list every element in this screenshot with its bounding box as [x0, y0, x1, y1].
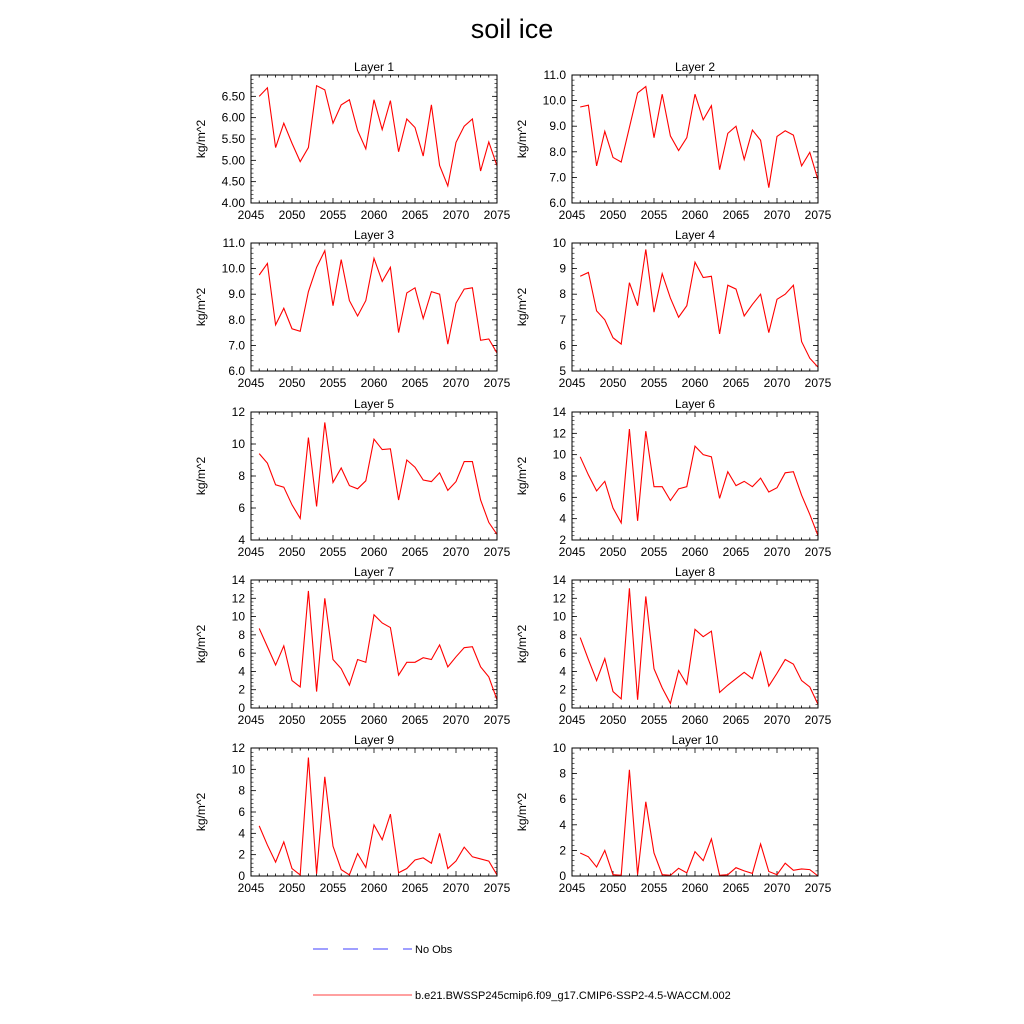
- chart-panel-3: [194, 228, 511, 390]
- y-tick-label: 8: [238, 627, 245, 642]
- y-tick-label: 6.0: [549, 196, 566, 210]
- x-tick-label: 2075: [804, 208, 832, 222]
- y-tick-label: 8: [559, 766, 566, 781]
- x-tick-label: 2055: [319, 881, 347, 895]
- y-tick-label: 4: [238, 533, 245, 547]
- chart-panel-1: [194, 60, 511, 222]
- x-tick-label: 2060: [681, 208, 709, 222]
- panel-title: Layer 9: [353, 733, 395, 747]
- y-tick-label: 0: [559, 701, 566, 715]
- x-tick-label: 2070: [442, 376, 470, 390]
- y-tick-label: 12: [552, 591, 566, 606]
- y-axis-label: kg/m^2: [194, 792, 208, 832]
- x-tick-label: 2070: [763, 881, 791, 895]
- series-line: [259, 591, 497, 700]
- y-axis-label: kg/m^2: [515, 456, 529, 496]
- plot-frame: [572, 580, 818, 708]
- panel-title: Layer 1: [353, 60, 395, 74]
- x-tick-label: 2050: [278, 208, 306, 222]
- y-tick-label: 14: [552, 405, 566, 419]
- series-line: [259, 86, 497, 186]
- y-tick-label: 0: [238, 701, 245, 715]
- x-tick-label: 2045: [558, 545, 586, 559]
- x-tick-label: 2050: [278, 545, 306, 559]
- figure-title: soil ice: [470, 14, 554, 44]
- x-tick-label: 2050: [599, 881, 627, 895]
- x-tick-label: 2055: [640, 376, 668, 390]
- x-tick-label: 2055: [319, 713, 347, 727]
- y-tick-label: 11.0: [543, 68, 566, 82]
- x-tick-label: 2045: [237, 376, 265, 390]
- x-tick-label: 2050: [599, 545, 627, 559]
- y-axis-label: kg/m^2: [515, 792, 529, 832]
- y-tick-label: 4: [559, 511, 566, 526]
- y-axis-label: kg/m^2: [194, 624, 208, 664]
- plot-frame: [572, 748, 818, 876]
- y-tick-label: 6: [238, 805, 245, 819]
- x-tick-label: 2070: [763, 713, 791, 727]
- y-tick-label: 7.0: [228, 338, 245, 353]
- y-tick-label: 14: [552, 573, 566, 587]
- y-tick-label: 10: [552, 447, 566, 462]
- y-tick-label: 8.0: [549, 144, 566, 159]
- y-tick-label: 4: [559, 817, 566, 832]
- y-tick-label: 6: [238, 646, 245, 661]
- x-tick-label: 2045: [558, 713, 586, 727]
- y-tick-label: 4: [559, 664, 566, 679]
- y-axis-label: kg/m^2: [194, 119, 208, 159]
- y-tick-label: 4: [238, 826, 245, 841]
- y-tick-label: 8: [238, 783, 245, 798]
- x-tick-label: 2075: [483, 545, 511, 559]
- plot-frame: [251, 243, 497, 371]
- x-tick-label: 2070: [763, 376, 791, 390]
- x-tick-label: 2065: [722, 208, 750, 222]
- x-tick-label: 2060: [360, 881, 388, 895]
- y-tick-label: 12: [231, 591, 245, 606]
- chart-panel-4: [515, 228, 832, 390]
- legend-no-obs-label: No Obs: [415, 944, 453, 956]
- y-tick-label: 10.0: [221, 261, 245, 276]
- y-tick-label: 10.0: [542, 93, 566, 108]
- x-tick-label: 2055: [640, 545, 668, 559]
- x-tick-label: 2055: [640, 881, 668, 895]
- chart-panel-5: [194, 397, 511, 559]
- y-tick-label: 12: [552, 426, 566, 441]
- y-tick-label: 8.0: [228, 312, 245, 327]
- x-tick-label: 2065: [722, 881, 750, 895]
- y-tick-label: 6: [559, 792, 566, 807]
- y-tick-label: 9: [559, 261, 566, 276]
- y-tick-label: 9.0: [549, 119, 566, 134]
- y-tick-label: 4.50: [221, 174, 245, 189]
- y-tick-label: 2: [559, 682, 566, 697]
- panel-title: Layer 2: [674, 60, 716, 74]
- y-tick-label: 10: [552, 609, 566, 624]
- chart-panel-10: [515, 733, 832, 895]
- x-tick-label: 2045: [237, 208, 265, 222]
- y-axis-label: kg/m^2: [515, 624, 529, 664]
- y-axis-label: kg/m^2: [515, 287, 529, 327]
- x-tick-label: 2045: [558, 208, 586, 222]
- x-tick-label: 2045: [558, 881, 586, 895]
- plot-frame: [251, 75, 497, 203]
- x-tick-label: 2075: [804, 376, 832, 390]
- y-axis-label: kg/m^2: [515, 119, 529, 159]
- x-tick-label: 2075: [804, 545, 832, 559]
- x-tick-label: 2045: [237, 713, 265, 727]
- series-line: [580, 770, 818, 876]
- x-tick-label: 2070: [763, 208, 791, 222]
- panel-title: Layer 6: [674, 397, 716, 411]
- y-tick-label: 8: [559, 627, 566, 642]
- y-tick-label: 8: [238, 469, 245, 483]
- series-line: [580, 588, 818, 704]
- y-tick-label: 9.0: [228, 287, 245, 302]
- y-tick-label: 6.50: [221, 89, 245, 104]
- panel-title: Layer 8: [674, 565, 716, 579]
- x-tick-label: 2070: [442, 545, 470, 559]
- chart-panel-7: [194, 565, 511, 727]
- y-tick-label: 4.00: [221, 196, 245, 210]
- x-tick-label: 2050: [278, 376, 306, 390]
- y-tick-label: 6: [238, 501, 245, 515]
- x-tick-label: 2065: [401, 208, 429, 222]
- x-tick-label: 2075: [483, 376, 511, 390]
- series-line: [259, 758, 497, 875]
- x-tick-label: 2065: [722, 713, 750, 727]
- plot-frame: [251, 580, 497, 708]
- legend-series-label: b.e21.BWSSP245cmip6.f09_g17.CMIP6-SSP2-4.5-WACCM.002: [415, 990, 731, 1002]
- x-tick-label: 2075: [483, 208, 511, 222]
- y-tick-label: 10: [231, 762, 245, 777]
- series-line: [259, 251, 497, 353]
- y-tick-label: 5.00: [221, 153, 245, 168]
- y-tick-label: 12: [231, 741, 245, 755]
- x-tick-label: 2060: [681, 713, 709, 727]
- y-tick-label: 10: [552, 741, 566, 755]
- y-tick-label: 8: [559, 469, 566, 483]
- x-tick-label: 2055: [640, 713, 668, 727]
- x-tick-label: 2060: [681, 545, 709, 559]
- x-tick-label: 2065: [401, 881, 429, 895]
- x-tick-label: 2075: [804, 713, 832, 727]
- y-tick-label: 10: [552, 236, 566, 250]
- x-tick-label: 2060: [681, 376, 709, 390]
- panel-title: Layer 10: [671, 733, 719, 747]
- y-tick-label: 6.0: [228, 364, 245, 378]
- y-tick-label: 5: [559, 364, 566, 378]
- y-tick-label: 2: [559, 843, 566, 858]
- x-tick-label: 2070: [763, 545, 791, 559]
- y-tick-label: 7: [559, 312, 566, 327]
- x-tick-label: 2060: [360, 713, 388, 727]
- y-tick-label: 10: [231, 609, 245, 624]
- y-tick-label: 5.50: [221, 132, 245, 146]
- x-tick-label: 2060: [360, 208, 388, 222]
- y-tick-label: 6: [559, 490, 566, 505]
- y-tick-label: 6: [559, 646, 566, 661]
- y-tick-label: 12: [231, 405, 245, 419]
- x-tick-label: 2060: [360, 545, 388, 559]
- panel-title: Layer 3: [353, 228, 395, 242]
- y-tick-label: 6: [559, 338, 566, 353]
- x-tick-label: 2070: [442, 881, 470, 895]
- y-tick-label: 2: [238, 682, 245, 697]
- x-tick-label: 2050: [599, 713, 627, 727]
- panel-title: Layer 7: [353, 565, 395, 579]
- x-tick-label: 2045: [237, 545, 265, 559]
- x-tick-label: 2050: [599, 376, 627, 390]
- x-tick-label: 2070: [442, 713, 470, 727]
- chart-panel-6: [515, 397, 832, 559]
- y-tick-label: 7.0: [549, 170, 566, 185]
- x-tick-label: 2065: [722, 545, 750, 559]
- x-tick-label: 2050: [278, 881, 306, 895]
- legend: [313, 944, 731, 1002]
- panel-title: Layer 5: [353, 397, 395, 411]
- x-tick-label: 2070: [442, 208, 470, 222]
- x-tick-label: 2050: [599, 208, 627, 222]
- series-line: [580, 429, 818, 536]
- series-line: [580, 249, 818, 367]
- panel-title: Layer 4: [674, 228, 716, 242]
- y-axis-label: kg/m^2: [194, 287, 208, 327]
- chart-panel-9: [194, 733, 511, 895]
- x-tick-label: 2050: [278, 713, 306, 727]
- x-tick-label: 2065: [401, 376, 429, 390]
- y-tick-label: 11.0: [222, 236, 245, 250]
- x-tick-label: 2055: [319, 545, 347, 559]
- y-tick-label: 4: [238, 664, 245, 679]
- x-tick-label: 2075: [483, 881, 511, 895]
- y-tick-label: 8: [559, 287, 566, 302]
- y-tick-label: 2: [559, 533, 566, 547]
- y-tick-label: 2: [238, 847, 245, 862]
- x-tick-label: 2065: [722, 376, 750, 390]
- series-line: [259, 422, 497, 534]
- chart-panel-2: [515, 60, 832, 222]
- y-tick-label: 14: [231, 573, 245, 587]
- y-tick-label: 0: [559, 869, 566, 883]
- x-tick-label: 2055: [319, 376, 347, 390]
- plot-frame: [251, 412, 497, 540]
- y-tick-label: 0: [238, 869, 245, 883]
- x-tick-label: 2060: [360, 376, 388, 390]
- y-axis-label: kg/m^2: [194, 456, 208, 496]
- y-tick-label: 10: [231, 437, 245, 451]
- series-line: [580, 87, 818, 188]
- x-tick-label: 2055: [640, 208, 668, 222]
- chart-panel-8: [515, 565, 832, 727]
- x-tick-label: 2065: [401, 713, 429, 727]
- x-tick-label: 2065: [401, 545, 429, 559]
- plot-frame: [572, 412, 818, 540]
- x-tick-label: 2060: [681, 881, 709, 895]
- x-tick-label: 2075: [804, 881, 832, 895]
- x-tick-label: 2075: [483, 713, 511, 727]
- x-tick-label: 2045: [237, 881, 265, 895]
- x-tick-label: 2055: [319, 208, 347, 222]
- x-tick-label: 2045: [558, 376, 586, 390]
- y-tick-label: 6.00: [221, 110, 245, 125]
